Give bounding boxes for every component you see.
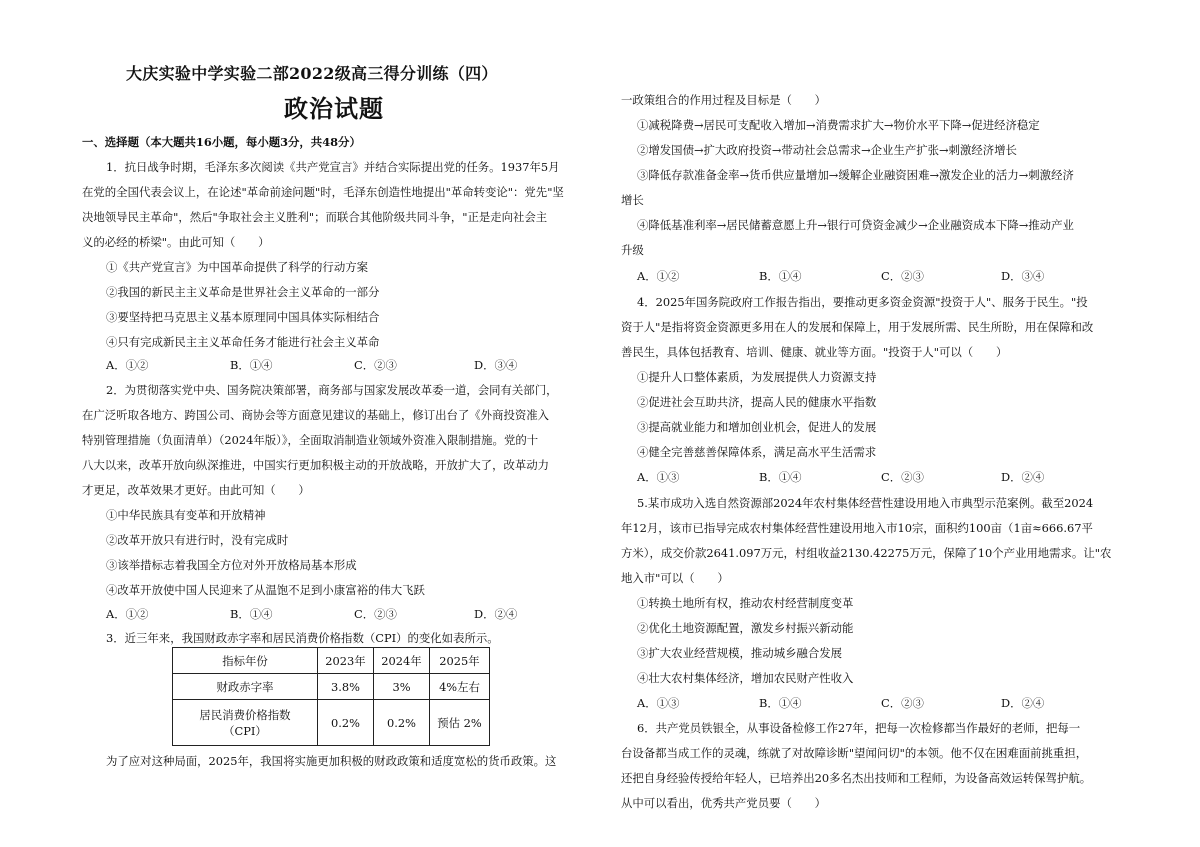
question-3-choice: 增长 xyxy=(621,193,644,207)
question-3-choice: ②增发国债→扩大政府投资→带动社会总需求→企业生产扩张→刺激经济增长 xyxy=(637,143,1017,157)
question-3-option-d: D．③④ xyxy=(1001,269,1045,283)
question-3-choice: 升级 xyxy=(621,243,644,257)
question-3-option-c: C．②③ xyxy=(881,269,924,283)
question-1-line: 决地领导民主革命"，然后"争取社会主义胜利"；而联合其他阶级共同斗争，"正是走向社会主 xyxy=(82,210,548,224)
table-cell-subtext: （CPI） xyxy=(223,723,267,738)
table-cell: 预估 2% xyxy=(430,700,490,746)
table-cell xyxy=(173,700,318,746)
question-1-choice: ②我国的新民主主义革命是世界社会主义革命的一部分 xyxy=(106,285,380,299)
question-1-option-c: C．②③ xyxy=(354,358,397,372)
question-4-option-d: D．②④ xyxy=(1001,470,1045,484)
question-3-option-b: B．①④ xyxy=(759,269,802,283)
table-header-cell: 2025年 xyxy=(430,648,490,674)
school-title: 大庆实验中学实验二部2022级高三得分训练（四） xyxy=(126,64,498,83)
table-header-cell: 2023年 xyxy=(318,648,374,674)
table-cell: 4%左右 xyxy=(430,674,490,700)
question-4-choice: ①提升人口整体素质，为发展提供人力资源支持 xyxy=(637,370,877,384)
question-3-choice: ③降低存款准备金率→货币供应量增加→缓解企业融资困难→激发企业的活力→刺激经济 xyxy=(637,168,1074,182)
question-5-option-d: D．②④ xyxy=(1001,696,1045,710)
question-1-option-d: D．③④ xyxy=(474,358,518,372)
table-cell: 0.2% xyxy=(374,700,430,746)
question-2-option-c: C．②③ xyxy=(354,607,397,621)
question-4-choice: ③提高就业能力和增加创业机会，促进人的发展 xyxy=(637,420,877,434)
question-1-choice: ①《共产党宣言》为中国革命提供了科学的行动方案 xyxy=(106,260,368,274)
question-2-line: 特别管理措施（负面清单）（2024年版）》，全面取消制造业领域外资准入限制措施。党的十 xyxy=(82,433,539,447)
cpi-table xyxy=(172,647,490,746)
table-row xyxy=(173,700,490,746)
question-2-line: 在广泛听取各地方、跨国公司、商协会等方面意见建议的基础上，修订出台了《外商投资准入 xyxy=(82,408,550,422)
question-4-line: 资于人"是指将资金资源更多用在人的发展和保障上，用于发展所需、民生所盼，用在保障和改 xyxy=(621,320,1094,334)
question-1-option-a: A．①② xyxy=(106,358,149,372)
question-2-option-d: D．②④ xyxy=(474,607,518,621)
question-4-choice: ②促进社会互助共济，提高人民的健康水平指数 xyxy=(637,395,877,409)
question-2-option-b: B．①④ xyxy=(230,607,273,621)
question-6-line: 6．共产党员铁银全，从事设备检修工作27年，把每一次检修都当作最好的老师，把每一 xyxy=(637,721,1081,735)
question-5-option-a: A．①③ xyxy=(637,696,680,710)
question-5-choice: ①转换土地所有权，推动农村经营制度变革 xyxy=(637,596,854,610)
question-5-option-c: C．②③ xyxy=(881,696,924,710)
question-3-option-a: A．①② xyxy=(637,269,680,283)
table-cell: 0.2% xyxy=(318,700,374,746)
question-6-line: 从中可以看出，优秀共产党员要（ ） xyxy=(621,796,827,810)
question-2-line: 2．为贯彻落实党中央、国务院决策部署，商务部与国家发展改革委一道，会同有关部门， xyxy=(106,383,558,397)
question-3-choice: ④降低基准利率→居民储蓄意愿上升→银行可贷资金减少→企业融资成本下降→推动产业 xyxy=(637,218,1074,232)
question-4-choice: ④健全完善慈善保障体系，满足高水平生活需求 xyxy=(637,445,877,459)
question-3-choice: ①减税降费→居民可支配收入增加→消费需求扩大→物价水平下降→促进经济稳定 xyxy=(637,118,1040,132)
question-6-line: 还把自身经验传授给年轻人，已培养出20多名杰出技师和工程师，为设备高效运转保驾护航。 xyxy=(621,771,1092,785)
question-2-choice: ①中华民族具有变革和开放精神 xyxy=(106,508,266,522)
question-1-option-b: B．①④ xyxy=(230,358,273,372)
question-1-line: 义的必经的桥梁"。由此可知（ ） xyxy=(82,235,270,249)
question-2-option-a: A．①② xyxy=(106,607,149,621)
question-3-line: 3．近三年来，我国财政赤字率和居民消费价格指数（CPI）的变化如表所示。 xyxy=(106,631,499,645)
question-2-choice: ②改革开放只有进行时，没有完成时 xyxy=(106,533,289,547)
question-5-option-b: B．①④ xyxy=(759,696,802,710)
question-5-choice: ②优化土地资源配置，激发乡村振兴新动能 xyxy=(637,621,854,635)
question-4-option-b: B．①④ xyxy=(759,470,802,484)
question-5-line: 年12月，该市已指导完成农村集体经营性建设用地入市10宗，面积约100亩（1亩≈666.67平 xyxy=(621,521,1093,535)
table-header-cell: 指标年份 xyxy=(173,648,318,674)
table-cell: 财政赤字率 xyxy=(173,674,318,700)
question-5-choice: ④壮大农村集体经济，增加农民财产性收入 xyxy=(637,671,854,685)
question-3-line: 一政策组合的作用过程及目标是（ ） xyxy=(621,93,827,107)
question-6-line: 台设备都当成工作的灵魂，练就了对故障诊断"望闻问切"的本领。他不仅在困难面前挑重担， xyxy=(621,746,1088,760)
question-2-line: 才更足，改革效果才更好。由此可知（ ） xyxy=(82,483,310,497)
question-4-line: 善民生，具体包括教育、培训、健康、就业等方面。"投资于人"可以（ ） xyxy=(621,345,1008,359)
question-1-choice: ④只有完成新民主主义革命任务才能进行社会主义革命 xyxy=(106,335,380,349)
question-4-option-a: A．①③ xyxy=(637,470,680,484)
question-5-line: 5.某市成功入选自然资源部2024年农村集体经营性建设用地入市典型示范案例。截至2024 xyxy=(637,496,1094,510)
table-cell: 3% xyxy=(374,674,430,700)
question-1-line: 在党的全国代表会议上，在论述"革命前途问题"时，毛泽东创造性地提出"革命转变论"：党先"坚 xyxy=(82,185,564,199)
question-2-line: 八大以来，改革开放向纵深推进，中国实行更加积极主动的开放战略，开放扩大了，改革动力 xyxy=(82,458,550,472)
question-4-line: 4．2025年国务院政府工作报告指出，要推动更多资金资源"投资于人"、服务于民生。"投 xyxy=(637,295,1088,309)
question-5-line: 地入市"可以（ ） xyxy=(621,571,729,585)
question-1-line: 1．抗日战争时期，毛泽东多次阅读《共产党宣言》并结合实际提出党的任务。1937年5月 xyxy=(106,160,560,174)
question-1-choice: ③要坚持把马克思主义基本原理同中国具体实际相结合 xyxy=(106,310,380,324)
table-cell-text: 居民消费价格指数 xyxy=(199,707,291,722)
table-header-cell: 2024年 xyxy=(374,648,430,674)
table-header-row xyxy=(173,648,490,674)
question-4-option-c: C．②③ xyxy=(881,470,924,484)
subject-title: 政治试题 xyxy=(284,94,384,123)
question-5-line: 方米），成交价款2641.097万元，村组收益2130.42275万元，保障了10个产业用地需求。让"农 xyxy=(621,546,1112,560)
question-2-choice: ④改革开放使中国人民迎来了从温饱不足到小康富裕的伟大飞跃 xyxy=(106,583,425,597)
question-3-line: 为了应对这种局面，2025年，我国将实施更加积极的财政政策和适度宽松的货币政策。这 xyxy=(106,754,557,768)
question-2-choice: ③该举措标志着我国全方位对外开放格局基本形成 xyxy=(106,558,357,572)
table-cell: 3.8% xyxy=(318,674,374,700)
section-heading: 一、选择题（本大题共16小题，每小题3分，共48分） xyxy=(82,135,361,149)
question-5-choice: ③扩大农业经营规模，推动城乡融合发展 xyxy=(637,646,843,660)
table-row xyxy=(173,674,490,700)
